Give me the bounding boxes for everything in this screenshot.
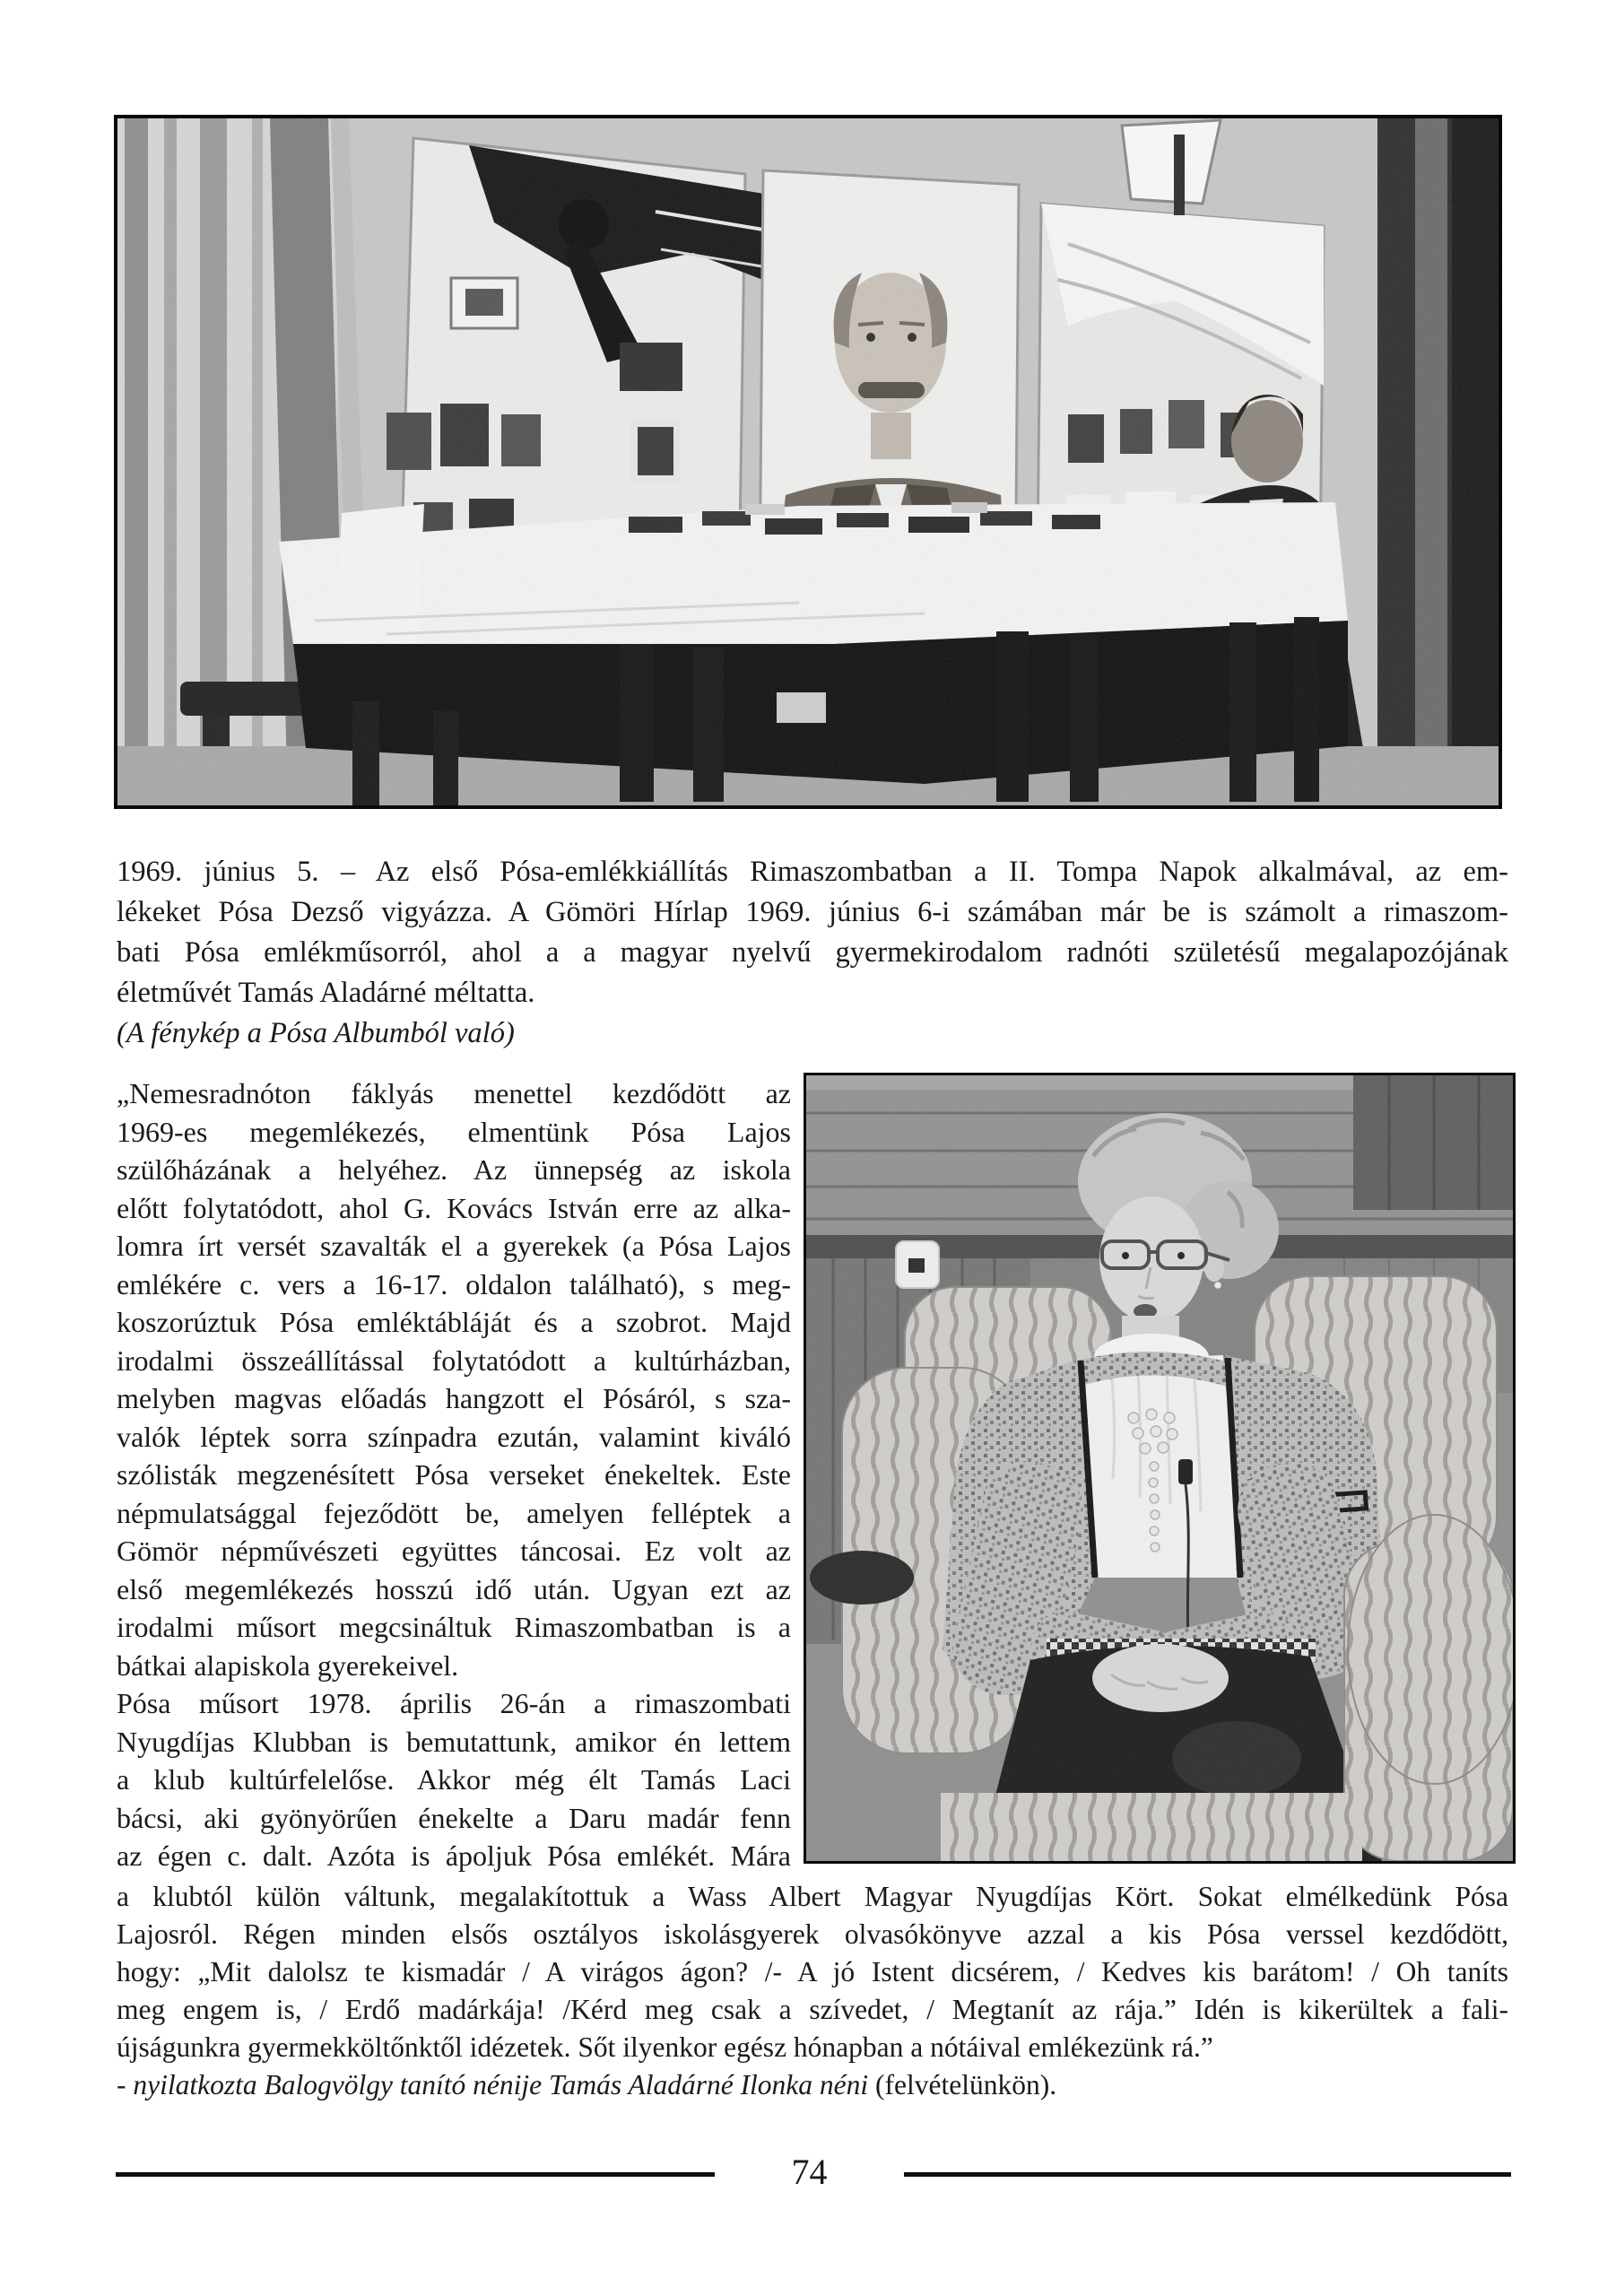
text-line: valók léptek sorra színpadra ezután, valamint kiváló [117, 1420, 791, 1453]
text-line [117, 2066, 1508, 2104]
text-line: a klubtól külön váltunk, megalakítottuk a Wass Albert Magyar Nyugdíjas Kört. Sokat elmélkedünk Pósa [117, 1881, 1508, 1912]
text-line: 1969. június 5. – Az első Pósa-emlékkiállítás Rimaszombatban a II. Tompa Napok alkalmával, az em- [117, 856, 1508, 888]
left-column-text [117, 1074, 791, 1875]
text-segment: (felvételünkön). [875, 2069, 1057, 2100]
text-segment: - nyilatkozta Balogvölgy tanító nénije Tamás Aladárné Ilonka néni [117, 2069, 876, 2100]
text-line: szólisták megzenésített Pósa verseket énekeltek. Este [117, 1458, 791, 1491]
exhibition-photo [114, 115, 1502, 809]
text-line: a klub kultúrfelelőse. Akkor még élt Tamás Laci [117, 1763, 791, 1796]
text-line: irodalmi összeállítással folytatódott a kultúrházban, [117, 1344, 791, 1377]
text-line: lékeket Pósa Dezső vigyázza. A Gömöri Hírlap 1969. június 6-i számában már be is számolt a rimaszom- [117, 896, 1508, 928]
text-line: első megemlékezés hosszú idő után. Ugyan ezt az [117, 1572, 791, 1605]
text-line: szülőházának a helyéhez. Az ünnepség az iskola [117, 1153, 791, 1186]
fullwidth-text [117, 1878, 1508, 2104]
photo-caption [117, 852, 1508, 1054]
footer-rule-right [904, 2172, 1511, 2177]
text-line: előtt folytatódott, ahol G. Kovács István erre az alka- [117, 1191, 791, 1224]
text-line: hogy: „Mit dalolsz te kismadár / A virágos ágon? /- A jó Istent dicsérem, / Kedves kis barátom! / Oh taníts [117, 1956, 1508, 1987]
text-line: újságunkra gyermekköltőnktől idézetek. Sőt ilyenkor egész hónapban a nótáival emlékezünk rá.” [117, 2031, 1213, 2063]
text-line: „Nemesradnóton fáklyás menettel kezdődött az [117, 1077, 791, 1109]
text-line: lomra írt versét szavalták el a gyerekek (a Pósa Lajos [117, 1230, 791, 1262]
text-line: 1969-es megemlékezés, elmentünk Pósa Lajos [117, 1115, 791, 1148]
footer-rule-left [116, 2172, 715, 2177]
text-line: koszorúztuk Pósa emléktábláját és a szobrot. Majd [117, 1306, 791, 1338]
portrait-photo [804, 1073, 1516, 1864]
text-line: Lajosról. Régen minden elsős osztályos iskolásgyerek olvasókönyve azzal a kis Pósa verssel kezdődött, [117, 1918, 1508, 1950]
text-line: az égen c. dalt. Azóta is ápoljuk Pósa emlékét. Mára [117, 1839, 791, 1872]
text-line: irodalmi műsort megcsináltuk Rimaszombatban is a [117, 1611, 791, 1643]
text-line: bátkai alapiskola gyerekeivel. [117, 1648, 459, 1682]
portrait-photo-graphic [806, 1075, 1513, 1861]
page-number: 74 [791, 2152, 828, 2192]
text-line: (A fénykép a Pósa Albumból való) [117, 1017, 515, 1049]
text-line: Pósa műsort 1978. április 26-án a rimaszombati [117, 1687, 791, 1719]
text-line: bati Pósa emlékműsorról, ahol a a magyar nyelvű gyermekirodalom radnóti születésű megalapozójának [117, 936, 1508, 969]
text-line: Gömör népművészeti együttes táncosai. Ez volt az [117, 1535, 791, 1567]
text-line: meg engem is, / Erdő madárkája! /Kérd meg csak a szívedet, / Megtanít az rája.” Idén is kikerültek a fali- [117, 1994, 1508, 2025]
exhibition-photo-graphic [117, 118, 1499, 805]
text-line: melyben magvas előadás hangzott el Pósáról, s sza- [117, 1382, 791, 1414]
text-line: bácsi, aki gyönyörűen énekelte a Daru madár fenn [117, 1801, 791, 1834]
text-line: Nyugdíjas Klubban is bemutattunk, amikor én lettem [117, 1725, 791, 1758]
text-line: életművét Tamás Aladárné méltatta. [117, 977, 535, 1009]
text-line: népmulatsággal fejeződött be, amelyen felléptek a [117, 1496, 791, 1529]
text-line: emlékére c. vers a 16-17. oldalon található), s meg- [117, 1267, 791, 1300]
